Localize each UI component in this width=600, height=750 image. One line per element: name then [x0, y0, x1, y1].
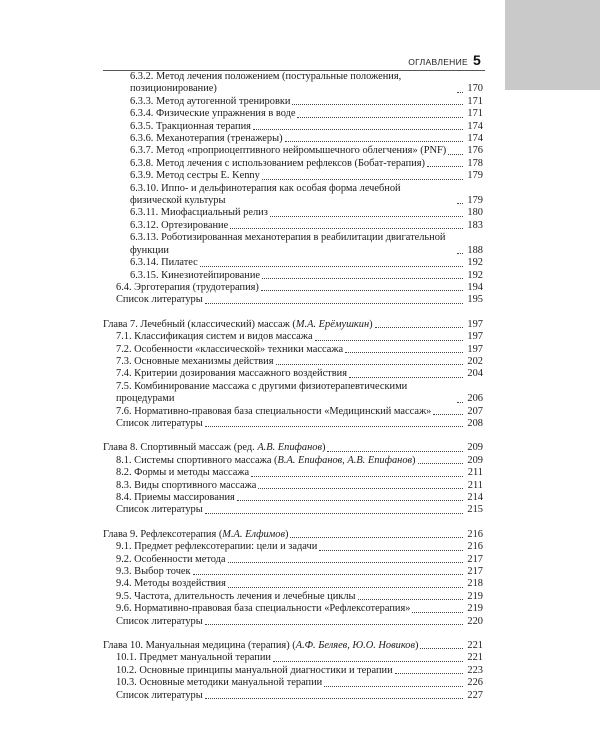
- dot-leader: [457, 253, 463, 254]
- dot-leader: [258, 488, 463, 489]
- toc-entry-title: [116, 504, 203, 516]
- toc-page-number: 197: [467, 318, 483, 330]
- dot-leader: [457, 92, 463, 93]
- toc-entry[interactable]: [103, 406, 483, 418]
- toc-page-number: 174: [467, 133, 483, 145]
- toc-entry-author: В.А. Епифанов, А.В. Епифанов: [277, 454, 413, 466]
- dot-leader: [319, 550, 463, 551]
- dot-leader: [457, 402, 463, 403]
- toc-entry-text: 9.3. Выбор точек: [116, 566, 191, 578]
- toc-entry-text: 6.3.8. Метод лечения с использованием рефлексов (Бобат-терапия): [130, 157, 425, 169]
- dot-leader: [273, 661, 463, 662]
- page-number: 5: [473, 52, 481, 68]
- toc-entry-title: [116, 652, 271, 664]
- toc-entry[interactable]: [103, 381, 483, 406]
- toc-entry[interactable]: [103, 282, 483, 294]
- toc-entry[interactable]: [103, 504, 483, 516]
- dot-leader: [200, 266, 463, 267]
- toc-entry-text: 7.2. Особенности «классической» техники массажа: [116, 343, 344, 355]
- toc-entry-text: 7.6. Нормативно-правовая база специальности «Медицинский массаж»: [116, 405, 432, 417]
- toc-page-number: 206: [467, 393, 483, 405]
- toc-page-number: 219: [467, 603, 483, 615]
- toc-entry-text: 6.3.11. Миофасциальный релиз: [130, 207, 268, 219]
- toc-entry-title: [116, 418, 203, 430]
- toc-entry-text: 6.3.6. Механотерапия (тренажеры): [130, 133, 283, 145]
- toc-entry[interactable]: [103, 331, 483, 343]
- toc-entry[interactable]: [103, 108, 483, 120]
- toc-entry-title: [103, 529, 288, 541]
- toc-entry-text-tail: ): [412, 454, 416, 466]
- toc-page-number: 192: [467, 257, 483, 269]
- toc-page-number: 219: [467, 590, 483, 602]
- dot-leader: [205, 624, 463, 625]
- toc-entry-title: [116, 331, 313, 343]
- toc-entry[interactable]: [103, 232, 483, 257]
- toc-entry-text: 6.3.3. Метод аутогенной тренировки: [130, 95, 291, 107]
- toc-entry-title: [116, 554, 226, 566]
- section-gap: [103, 517, 483, 529]
- dot-leader: [315, 340, 463, 341]
- toc-page-number: 217: [467, 553, 483, 565]
- toc-entry[interactable]: [103, 356, 483, 368]
- toc-page-number: 174: [467, 120, 483, 132]
- section-gap: [103, 307, 483, 319]
- dot-leader: [193, 574, 463, 575]
- dot-leader: [327, 451, 463, 452]
- toc-entry-text: 6.3.14. Пилатес: [130, 257, 198, 269]
- toc-entry-text: 7.1. Классификация систем и видов массажа: [116, 331, 313, 343]
- dot-leader: [345, 352, 463, 353]
- toc-entry[interactable]: [103, 455, 483, 467]
- toc-entry[interactable]: [103, 344, 483, 356]
- dot-leader: [205, 513, 463, 514]
- toc-entry-title: [116, 294, 203, 306]
- toc-entry-title: [130, 96, 290, 108]
- toc-entry[interactable]: [103, 554, 483, 566]
- toc-entry-title: [130, 145, 446, 157]
- toc-entry-text: 8.4. Приемы массирования: [116, 492, 235, 503]
- dot-leader: [276, 364, 463, 365]
- dot-leader: [262, 179, 463, 180]
- toc-entry-title: [130, 133, 283, 145]
- toc-entry-title: [116, 381, 455, 406]
- dot-leader: [228, 562, 463, 563]
- toc-page-number: 211: [467, 467, 483, 479]
- toc-entry-title: [116, 578, 226, 590]
- toc-entry-title: [116, 480, 256, 492]
- toc-entry[interactable]: [103, 96, 483, 108]
- toc-page-number: 227: [467, 689, 483, 701]
- dot-leader: [230, 228, 463, 229]
- toc-entry-title: [103, 442, 325, 454]
- toc-entry[interactable]: [103, 591, 483, 603]
- toc-entry-title: [130, 121, 251, 133]
- toc-page-number: 214: [467, 492, 483, 503]
- toc-entry-text: 9.4. Методы воздействия: [116, 578, 226, 590]
- toc-entry-text: 6.3.9. Метод сестры E. Kenny: [130, 170, 260, 182]
- toc-page-number: 221: [467, 640, 483, 652]
- toc-entry-text: 6.3.13. Роботизированная механотерапия в реабилитации двигательной функции: [130, 232, 446, 256]
- toc-entry-text: Глава 10. Мануальная медицина (терапия) (: [103, 640, 296, 652]
- toc-entry-text: 6.3.12. Ортезирование: [130, 219, 229, 231]
- toc-entry-text: Список литературы: [116, 689, 203, 701]
- toc-entry-title: [130, 183, 455, 208]
- toc-entry-title: [116, 368, 347, 380]
- toc-page-number: 216: [467, 528, 483, 540]
- dot-leader: [433, 414, 463, 415]
- toc-entry-title: [130, 257, 198, 269]
- toc-entry-text: 9.6. Нормативно-правовая база специальности «Рефлексотерапия»: [116, 603, 411, 615]
- toc-entry-text: 6.3.2. Метод лечения положением (постуральные положения, позиционирование): [130, 71, 402, 95]
- toc-entry-title: [116, 616, 203, 628]
- toc-page-number: 183: [467, 219, 483, 231]
- page-edge-tab: [505, 0, 600, 90]
- toc-entry[interactable]: [103, 418, 483, 430]
- toc-entry-text: 10.2. Основные принципы мануальной диагностики и терапии: [116, 664, 393, 676]
- toc-entry[interactable]: [103, 541, 483, 553]
- toc-entry[interactable]: [103, 220, 483, 232]
- dot-leader: [261, 290, 463, 291]
- toc-page-number: 202: [467, 355, 483, 367]
- toc-entry[interactable]: [103, 183, 483, 208]
- toc-entry-author: А.Ф. Беляев, Ю.О. Новиков: [295, 640, 415, 652]
- toc-entry[interactable]: [103, 121, 483, 133]
- toc-entry[interactable]: [103, 480, 483, 492]
- dot-leader: [228, 587, 463, 588]
- toc-entry-title: [130, 220, 228, 232]
- toc-entry[interactable]: [103, 207, 483, 219]
- toc-page-number: 192: [467, 269, 483, 281]
- toc-entry-title: [130, 232, 455, 257]
- dot-leader: [262, 278, 463, 279]
- toc-page-number: 207: [467, 405, 483, 417]
- toc-entry-title: [116, 603, 410, 615]
- dot-leader: [427, 166, 463, 167]
- toc-page-number: 170: [467, 83, 483, 95]
- toc-page-number: 226: [467, 677, 483, 689]
- toc-entry-title: [116, 677, 322, 689]
- toc-entry-text: 10.3. Основные методики мануальной терапии: [116, 677, 323, 689]
- toc-entry[interactable]: [103, 158, 483, 170]
- toc-entry-title: [116, 566, 191, 578]
- toc-chapter-entry[interactable]: [103, 529, 483, 541]
- toc-page-number: 178: [467, 157, 483, 169]
- toc-entry-title: [116, 541, 317, 553]
- toc-entry-title: [116, 665, 393, 677]
- toc-entry-author: М.А. Ерёмушкин: [295, 318, 370, 330]
- toc-page-number: 197: [467, 343, 483, 355]
- toc-entry-text: Глава 7. Лечебный (классический) массаж (: [103, 318, 296, 330]
- toc-entry-title: [130, 270, 260, 282]
- toc-entry-text: Список литературы: [116, 504, 203, 516]
- toc-entry-text: 7.3. Основные механизмы действия: [116, 355, 274, 367]
- toc-entry-text: 9.1. Предмет рефлексотерапии: цели и задачи: [116, 541, 318, 553]
- dot-leader: [297, 117, 463, 118]
- dot-leader: [324, 686, 463, 687]
- toc-chapter-entry[interactable]: [103, 319, 483, 331]
- toc-entry-text: 10.1. Предмет мануальной терапии: [116, 652, 271, 664]
- toc-entry[interactable]: [103, 603, 483, 615]
- toc-entry-text-tail: ): [285, 528, 289, 540]
- toc-entry[interactable]: [103, 578, 483, 590]
- toc-entry[interactable]: [103, 690, 483, 702]
- toc-page-number: 208: [467, 417, 483, 429]
- toc-page-number: 179: [467, 170, 483, 182]
- toc-entry-title: [130, 71, 455, 96]
- toc-entry-title: [116, 690, 203, 702]
- toc-entry-author: М.А. Елфимов: [222, 528, 286, 540]
- toc-chapter-entry[interactable]: [103, 640, 483, 652]
- dot-leader: [358, 599, 464, 600]
- toc-entry[interactable]: [103, 467, 483, 479]
- toc-entry-title: [116, 356, 274, 368]
- dot-leader: [270, 216, 463, 217]
- toc-entry-author: А.В. Епифанов: [257, 442, 322, 454]
- toc-entry-text: 7.5. Комбинирование массажа с другими физиотерапевтическими процедурами: [116, 380, 408, 405]
- toc-page-number: 221: [467, 652, 483, 664]
- dot-leader: [205, 698, 463, 699]
- dot-leader: [205, 303, 463, 304]
- toc-page-number: 194: [467, 281, 483, 293]
- toc-entry-text: Глава 8. Спортивный массаж (ред.: [103, 442, 258, 454]
- toc-page-number: 204: [467, 368, 483, 380]
- toc-entry-text: 6.4. Эрготерапия (трудотерапия): [116, 281, 259, 293]
- toc-entry-title: [116, 282, 259, 294]
- toc-chapter-entry[interactable]: [103, 442, 483, 454]
- dot-leader: [412, 612, 463, 613]
- toc-entry[interactable]: [103, 145, 483, 157]
- toc-entry-text: Список литературы: [116, 615, 203, 627]
- toc-page-number: 216: [467, 541, 483, 553]
- toc-page-number: 220: [467, 615, 483, 627]
- toc-entry-title: [130, 170, 260, 182]
- toc-entry[interactable]: [103, 616, 483, 628]
- toc-entry-text-tail: ): [415, 640, 419, 652]
- toc-entry[interactable]: [103, 170, 483, 182]
- dot-leader: [375, 327, 463, 328]
- toc-entry-text: 6.3.7. Метод «проприоцептивного нейромышечного облегчения» (PNF): [130, 145, 447, 157]
- toc-entry-text: 6.3.4. Физические упражнения в воде: [130, 108, 296, 120]
- dot-leader: [418, 463, 464, 464]
- toc-entry-title: [116, 591, 356, 603]
- toc-entry[interactable]: [103, 665, 483, 677]
- toc-entry-text: 8.3. Виды спортивного массажа: [116, 479, 257, 491]
- toc-entry-text: 6.3.5. Тракционная терапия: [130, 120, 251, 132]
- toc-page-number: 180: [467, 207, 483, 219]
- toc-page-number: 188: [467, 244, 483, 256]
- toc-entry-text: Глава 9. Рефлексотерапия (: [103, 528, 223, 540]
- dot-leader: [395, 673, 463, 674]
- dot-leader: [448, 154, 463, 155]
- toc-page-number: 171: [467, 108, 483, 120]
- toc-page-number: 171: [467, 95, 483, 107]
- toc-entry[interactable]: [103, 652, 483, 664]
- toc-entry-text: 8.1. Системы спортивного массажа (: [116, 454, 278, 466]
- toc-entry[interactable]: [103, 566, 483, 578]
- dot-leader: [253, 129, 463, 130]
- toc-page-number: 209: [467, 442, 483, 454]
- toc-entry-title: [130, 207, 268, 219]
- toc-entry-text: Список литературы: [116, 294, 203, 306]
- toc-page-number: 176: [467, 145, 483, 157]
- dot-leader: [205, 426, 463, 427]
- dot-leader: [420, 648, 463, 649]
- toc-entry-title: [103, 640, 418, 652]
- toc-entry-text: 9.5. Частота, длительность лечения и лечебные циклы: [116, 590, 356, 602]
- toc-entry[interactable]: [103, 71, 483, 96]
- toc-entry-text: Список литературы: [116, 417, 203, 429]
- toc-entry[interactable]: [103, 257, 483, 269]
- toc-page-number: 209: [467, 454, 483, 466]
- toc-entry[interactable]: [103, 368, 483, 380]
- dot-leader: [290, 537, 463, 538]
- toc-entry-text: 8.2. Формы и методы массажа: [116, 467, 250, 479]
- section-gap: [103, 430, 483, 442]
- toc-page-number: 218: [467, 578, 483, 590]
- toc-entry[interactable]: [103, 294, 483, 306]
- toc-page-number: 211: [467, 479, 483, 491]
- toc-entry-text: 6.3.15. Кинезиотейпирование: [130, 269, 261, 281]
- toc-entry-title: [116, 455, 416, 467]
- toc-entry[interactable]: [103, 270, 483, 282]
- toc-page-number: 179: [467, 195, 483, 207]
- toc-entry[interactable]: [103, 133, 483, 145]
- dot-leader: [349, 377, 463, 378]
- toc-entry-text: 7.4. Критерии дозирования массажного воздействия: [116, 368, 347, 380]
- section-gap: [103, 628, 483, 640]
- toc-entry-title: [116, 406, 431, 418]
- toc-page-number: 195: [467, 294, 483, 306]
- dot-leader: [237, 500, 463, 501]
- dot-leader: [251, 476, 463, 477]
- toc-entry-title: [116, 467, 249, 479]
- running-header-title: ОГЛАВЛЕНИЕ: [408, 57, 468, 67]
- toc-entry-text-tail: ): [369, 318, 373, 330]
- toc-entry-title: [130, 108, 295, 120]
- toc-page-number: 223: [467, 664, 483, 676]
- toc-entry-text-tail: ): [321, 442, 326, 454]
- toc-entry[interactable]: [103, 492, 483, 504]
- dot-leader: [457, 203, 463, 204]
- toc-page-number: 197: [467, 331, 483, 343]
- toc-page-number: 217: [467, 566, 483, 578]
- toc-entry-title: [116, 492, 235, 504]
- dot-leader: [292, 104, 463, 105]
- toc-page-number: 215: [467, 504, 483, 516]
- toc-entry-title: [103, 319, 373, 331]
- toc-entry-text: 6.3.10. Иппо- и дельфинотерапия как особая форма лечебной физической культуры: [130, 182, 401, 207]
- toc-entry-text: 9.2. Особенности метода: [116, 553, 226, 565]
- toc-entry-title: [116, 344, 343, 356]
- toc-entry-title: [130, 158, 425, 170]
- table-of-contents: [103, 71, 483, 702]
- toc-entry[interactable]: [103, 677, 483, 689]
- dot-leader: [285, 141, 463, 142]
